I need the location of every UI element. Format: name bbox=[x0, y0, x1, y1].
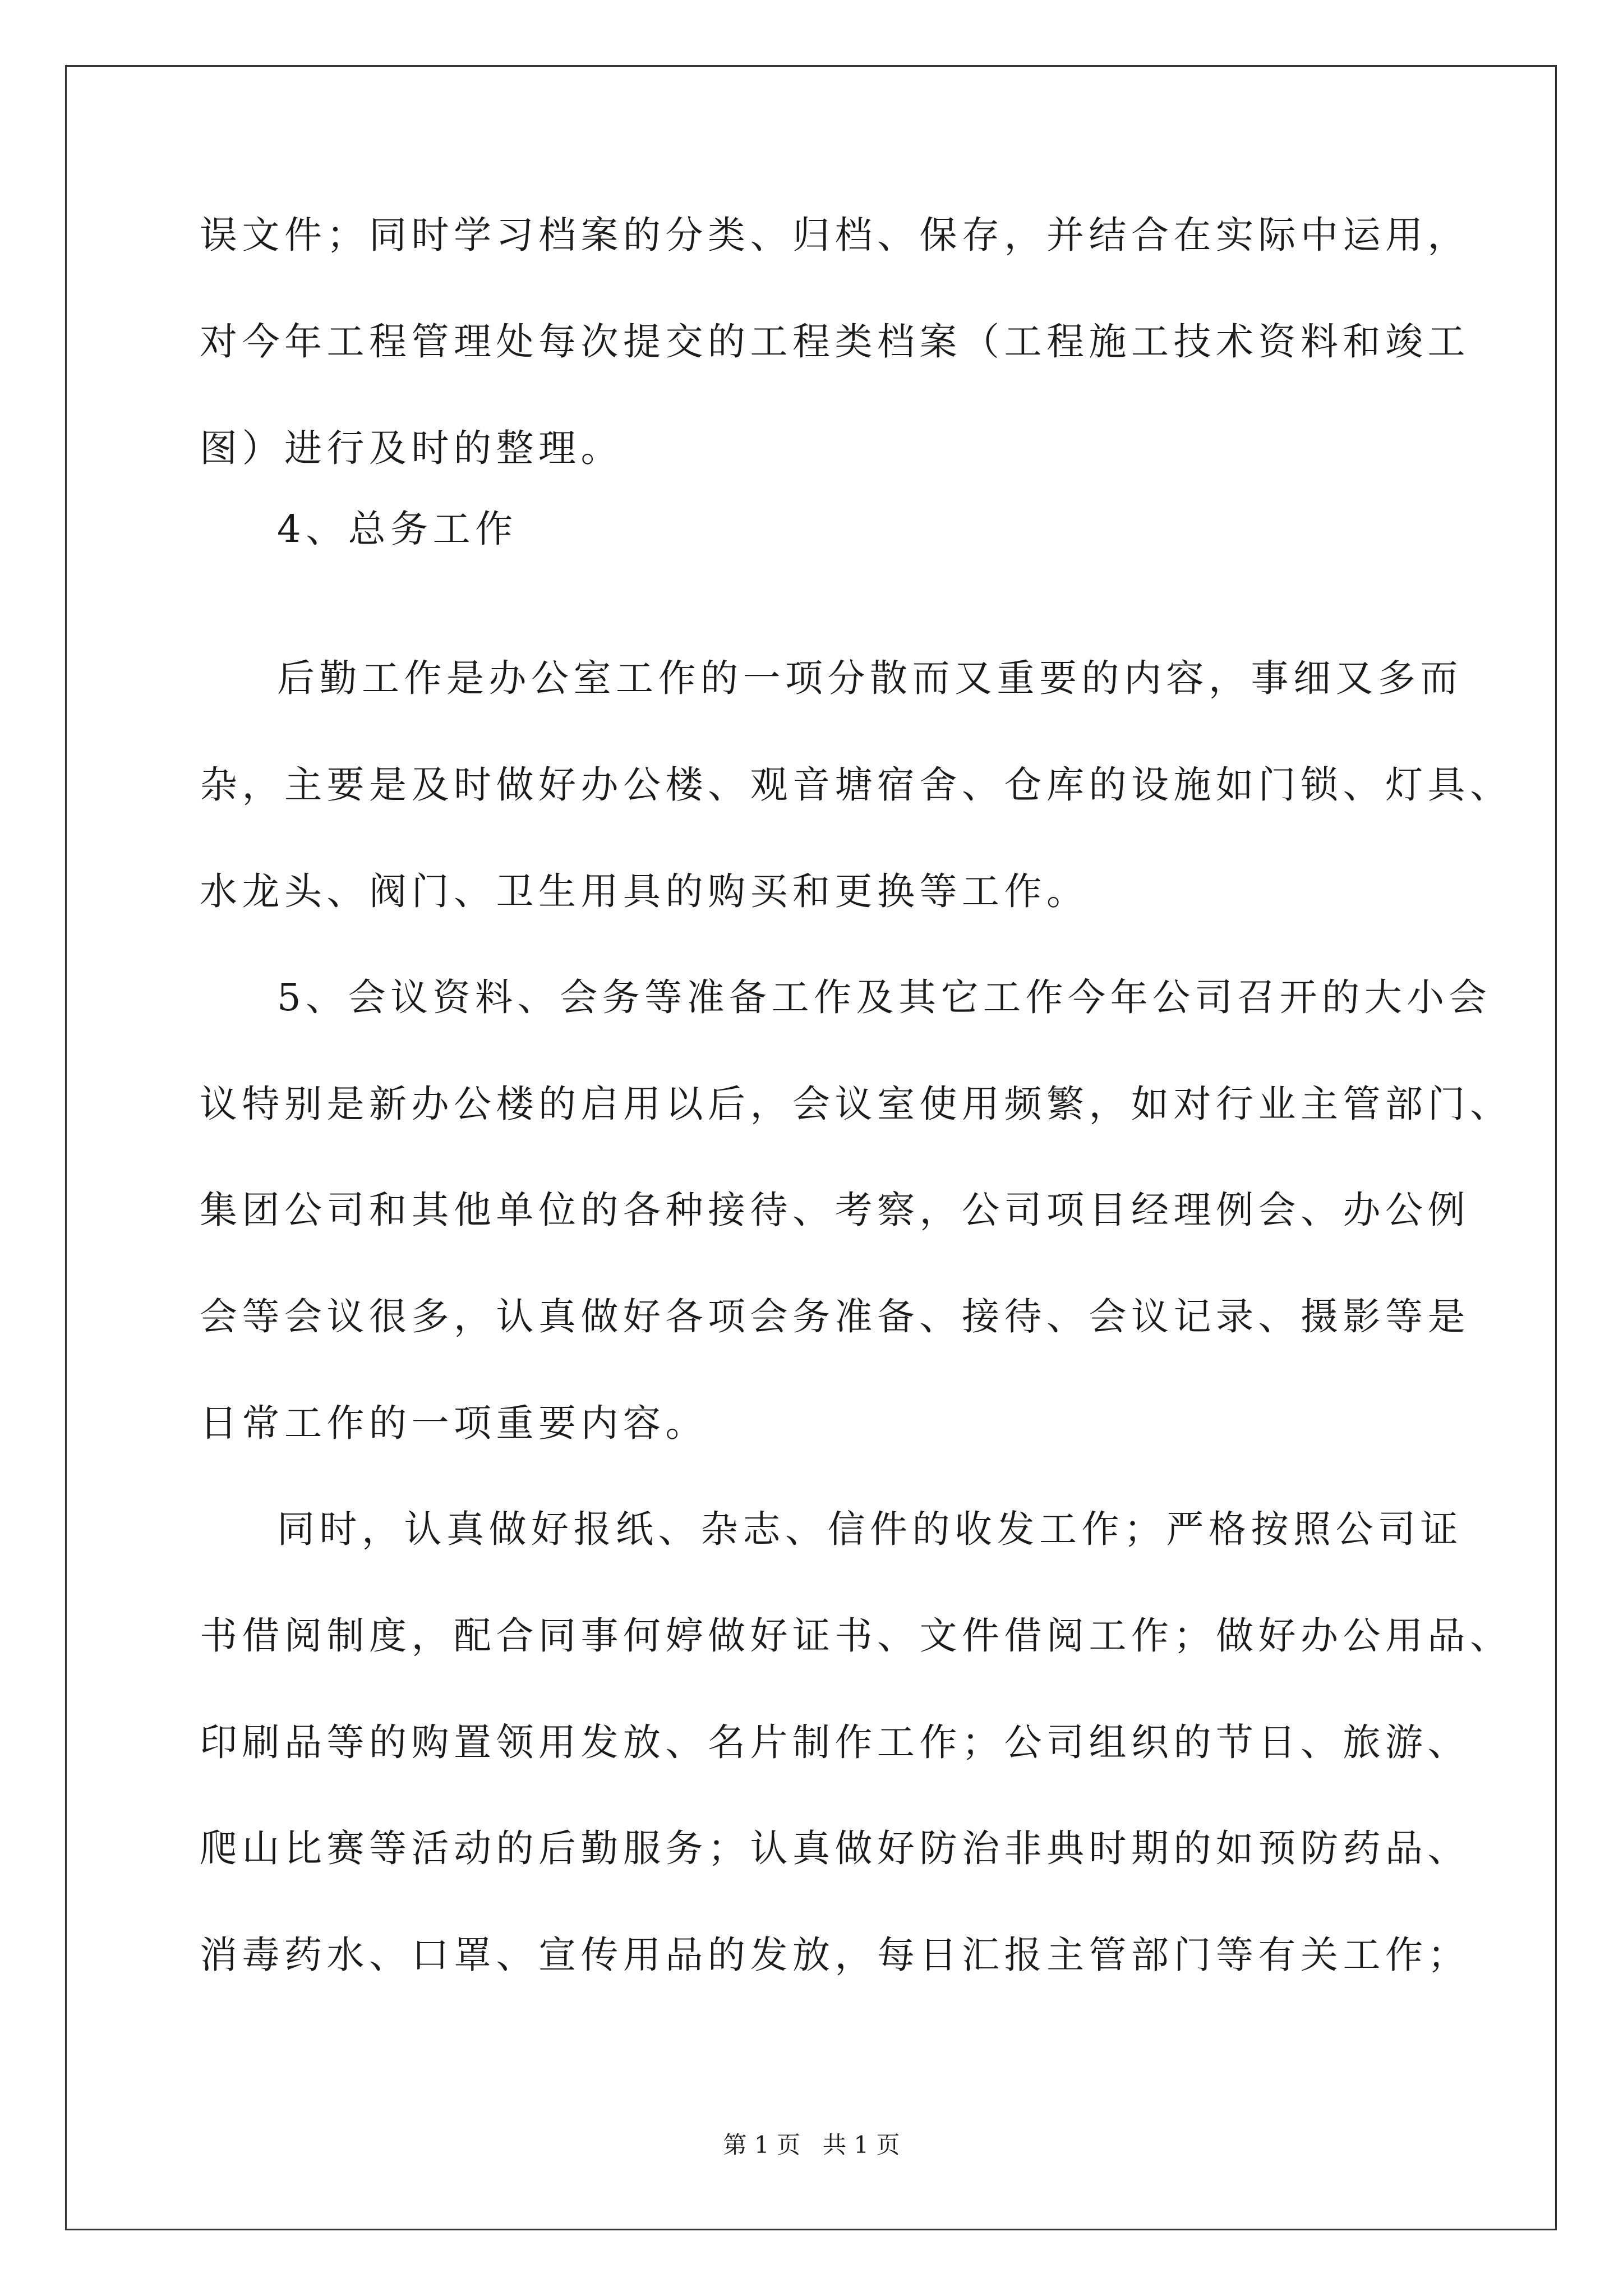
text-line: 消毒药水、口罩、宣传用品的发放，每日汇报主管部门等有关工作； bbox=[200, 1933, 1470, 1977]
text-line: 图）进行及时的整理。 bbox=[200, 426, 623, 470]
text-line: 集团公司和其他单位的各种接待、考察，公司项目经理例会、办公例 bbox=[200, 1188, 1470, 1232]
text-line: 对今年工程管理处每次提交的工程类档案（工程施工技术资料和竣工 bbox=[200, 320, 1470, 364]
text-line: 印刷品等的购置领用发放、名片制作工作；公司组织的节日、旅游、 bbox=[200, 1720, 1470, 1764]
text-line: 爬山比赛等活动的后勤服务；认真做好防治非典时期的如预防药品、 bbox=[200, 1826, 1470, 1870]
text-line: 书借阅制度，配合同事何婷做好证书、文件借阅工作；做好办公用品、 bbox=[200, 1614, 1513, 1658]
page-border bbox=[65, 65, 1557, 2230]
text-line: 杂，主要是及时做好办公楼、观音塘宿舍、仓库的设施如门锁、灯具、 bbox=[200, 763, 1513, 807]
text-line: 同时，认真做好报纸、杂志、信件的收发工作；严格按照公司证 bbox=[277, 1507, 1463, 1551]
text-line: 议特别是新办公楼的启用以后，会议室使用频繁，如对行业主管部门、 bbox=[200, 1082, 1513, 1126]
text-line: 后勤工作是办公室工作的一项分散而又重要的内容，事细又多而 bbox=[277, 656, 1463, 700]
text-line: 日常工作的一项重要内容。 bbox=[200, 1401, 708, 1445]
section-heading: 5、会议资料、会务等准备工作及其它工作今年公司召开的大小会 bbox=[277, 976, 1492, 1019]
page-footer: 第 1 页 共 1 页 bbox=[723, 2131, 900, 2159]
text-line: 误文件；同时学习档案的分类、归档、保存，并结合在实际中运用， bbox=[200, 213, 1470, 257]
section-heading: 4、总务工作 bbox=[277, 507, 518, 551]
text-line: 水龙头、阀门、卫生用具的购买和更换等工作。 bbox=[200, 869, 1089, 913]
text-line: 会等会议很多，认真做好各项会务准备、接待、会议记录、摄影等是 bbox=[200, 1295, 1470, 1338]
